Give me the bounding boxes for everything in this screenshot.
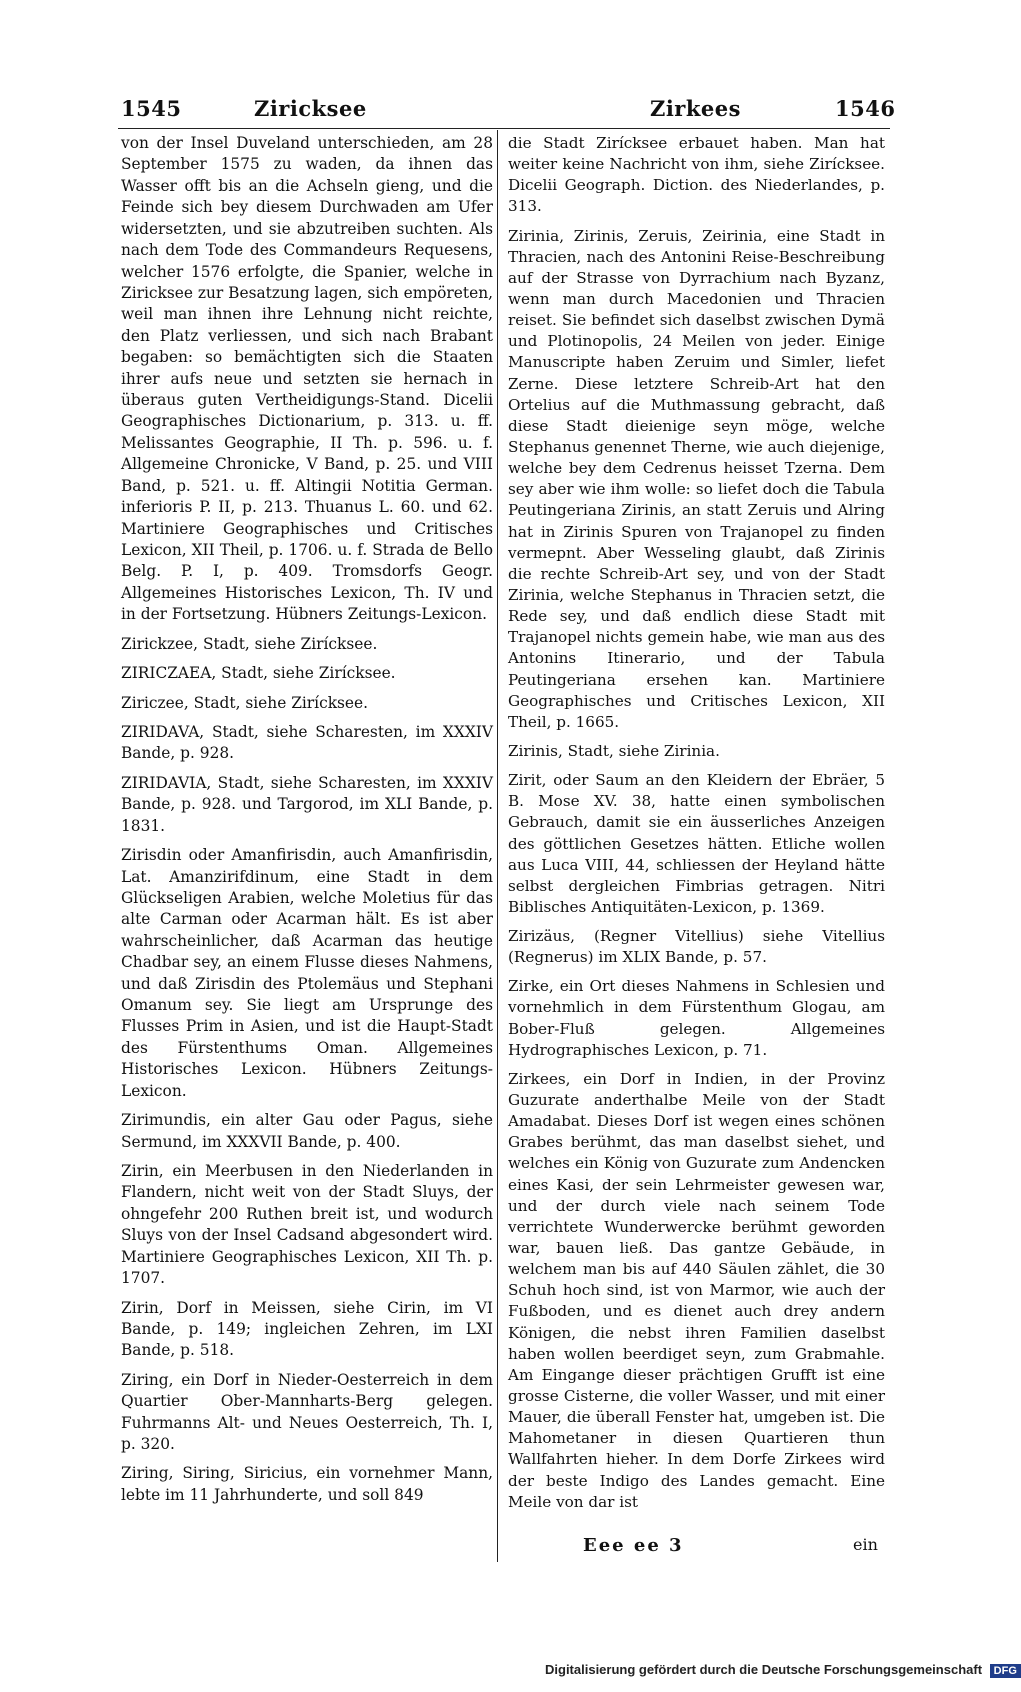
paragraph: Zirisdin oder Amanfirisdin, auch Amanfirisdin, Lat. Amanzirifdinum, eine Stadt in dem Glückseligen Arabien, welche Moletius für das alte Carman oder Acarman hält. Es ist aber wahrscheinlicher, daß Acarman das heutige Chadbar sey, an einem Flusse dieses Nahmens, und daß Zirisdin des Ptolemäus und Stephani Omanum sey. Sie liegt am Ursprunge des Flusses Prim in Asien, und ist die Haupt-Stadt des Fürstenthums Oman. Allgemeines Historisches Lexicon. Hübners Zeitungs-Lexicon. [121, 846, 493, 1100]
paragraph: Zirkees, ein Dorf in Indien, in der Provinz Guzurate anderthalbe Meile von der Stadt Amadabat. Dieses Dorf ist wegen eines schönen Grabes berühmt, das man daselbst siehet, und welches ein König von Guzurate zum Andencken eines Kasi, der sein Lehrmeister gewesen war, und der durch viele nach seinem Tode verrichtete Wunderwercke berühmt geworden war, bauen ließ. Das gantze Gebäude, in welchem man bis auf 440 Säulen zählet, die 30 Schuh hoch sind, ist von Marmor, wie auch der Fußboden, und es dienet auch drey andern Königen, die nebst ihren Familien daselbst haben wollen beerdiget seyn, zum Grabmahle. Am Eingange dieser prächtigen Grufft ist eine grosse Cisterne, die voller Wasser, und mit einer Mauer, die überall Fenster hat, umgeben ist. Die Mahometaner in diesen Quartieren thun Wallfahrten hieher. In dem Dorfe Zirkees wird der beste Indigo des Landes gemacht. Eine Meile von dar ist [508, 1069, 885, 1511]
paragraph: Zirinis, Stadt, siehe Zirinia. [508, 741, 720, 760]
paragraph: Ziring, ein Dorf in Nieder-Oesterreich in dem Quartier Ober-Mannharts-Berg gelegen. Fuhrmanns Alt- und Neues Oesterreich, Th. I, p. 320. [121, 1370, 493, 1454]
catchword: ein [853, 1535, 878, 1554]
paragraph: Ziring, Siring, Siricius, ein vornehmer Mann, lebte im 11 Jahrhunderte, und soll 849 [121, 1464, 493, 1504]
digitization-footer [545, 1662, 1017, 1678]
right-running-head: Zirkees [650, 96, 741, 121]
paragraph: Zirin, Dorf in Meissen, siehe Cirin, im VI Bande, p. 149; ingleichen Zehren, im LXI Bande, p. 518. [121, 1298, 493, 1360]
paragraph: Ziriczee, Stadt, siehe Zirícksee. [121, 693, 369, 712]
paragraph: ZIRIDAVA, Stadt, siehe Scharesten, im XXXIV Bande, p. 928. [121, 722, 493, 763]
paragraph: Zirin, ein Meerbusen in den Niederlanden in Flandern, nicht weit von der Stadt Sluys, der ohngefehr 200 Ruthen breit ist, und wodurch Sluys von der Insel Cadsand abgesondert wird. Martiniere Geographisches Lexicon, XII Th. p. 1707. [121, 1161, 493, 1288]
printer-signature: Eee ee 3 [583, 1535, 684, 1556]
footer-text: Digitalisierung gefördert durch die Deutsche Forschungsgemeinschaft [545, 1662, 983, 1677]
paragraph: die Stadt Zirícksee erbauet haben. Man hat weiter keine Nachricht von ihm, siehe Zirícksee. Dicelii Geograph. Diction. des Niederlandes, p. 313. [508, 134, 885, 216]
column-divider [497, 130, 498, 1562]
paragraph: von der Insel Duveland unterschieden, am 28 September 1575 zu waden, da ihnen das Wasser offt bis an die Achseln gieng, und die Feinde sich bey diesem Durchwaden am Ufer widersetzten, und sie abzutreiben suchten. Als nach dem Tode des Commandeurs Requesens, welcher 1576 erfolgte, die Spanier, welche in Ziricksee zur Besatzung lagen, sich empöreten, weil man ihnen ihre Lehnung nicht reichte, den Platz verliessen, und sich nach Brabant begaben: so bemächtigten sich die Staaten ihrer aufs neue und setzten sie hernach in überaus guten Vertheidigungs-Stand. Dicelii Geographisches Dictionarium, p. 313. u. ff. Melissantes Geographie, II Th. p. 596. u. f. Allgemeine Chronicke, V Band, p. 25. und VIII Band, p. 521. u. ff. Altingii Notitia German. inferioris P. II, p. 213. Thuanus L. 60. und 62. Martiniere Geographisches und Critisches Lexicon, XII Theil, p. 1706. u. f. Strada de Bello Belg. P. I, p. 409. Tromsdorfs Geogr. Allgemeines Historisches Lexicon, Th. IV und in der Fortsetzung. Hübners Zeitungs-Lexicon. [121, 134, 493, 624]
dfg-logo: DFG [990, 1664, 1021, 1678]
paragraph: ZIRIDAVIA, Stadt, siehe Scharesten, im XXXIV Bande, p. 928. und Targorod, im XLI Bande, p. 1831. [121, 773, 493, 835]
left-page-number: 1545 [121, 96, 182, 121]
right-page-number: 1546 [835, 96, 896, 121]
left-column [121, 133, 493, 1514]
paragraph: Zirke, ein Ort dieses Nahmens in Schlesien und vornehmlich in dem Fürstenthum Glogau, am Bober-Fluß gelegen. Allgemeines Hydrographisches Lexicon, p. 71. [508, 977, 885, 1059]
paragraph: Zirinia, Zirinis, Zeruis, Zeirinia, eine Stadt in Thracien, nach des Antonini Reise-Beschreibung auf der Strasse von Dyrrachium nach Byzanz, wenn man durch Macedonien und Thracien reiset. Sie befindet sich daselbst zwischen Dymä und Plotinopolis, 24 Meilen von jeder. Einige Manuscripte haben Zeruim und Simler, liefet Zerne. Diese letztere Schreib-Art hat den Ortelius auf die Muthmassung gebracht, daß diese Stadt dieienige seyn möge, welche Stephanus genennet Therne, wie auch diejenige, welche bey dem Cedrenus heisset Tzerna. Dem sey aber wie ihm wolle: so liefet doch die Tabula Peutingeriana Zirinis, an statt Zeruis und Alring hat in Zirinis Spuren von Trajanopel zu finden vermepnt. Aber Wesseling glaubt, daß Zirinis die rechte Schreib-Art sey, und von der Stadt Zirinia, welche Stephanus in Thracien setzt, die Rede sey, und daß endlich diese Stadt mit Trajanopel nichts gemein habe, wie man aus des Antonins Itinerario, und der Tabula Peutingeriana ersehen kan. Martiniere Geographisches und Critisches Lexicon, XII Theil, p. 1665. [508, 226, 885, 731]
left-running-head: Ziricksee [254, 96, 367, 121]
paragraph: ZIRICZAEA, Stadt, siehe Zirícksee. [121, 664, 396, 683]
paragraph: Zirimundis, ein alter Gau oder Pagus, siehe Sermund, im XXXVII Bande, p. 400. [121, 1111, 493, 1151]
right-column [508, 133, 885, 1521]
paragraph: Zirizäus, (Regner Vitellius) siehe Vitellius (Regnerus) im XLIX Bande, p. 57. [508, 927, 885, 967]
paragraph: Zirickzee, Stadt, siehe Zirícksee. [121, 634, 378, 653]
paragraph: Zirit, oder Saum an den Kleidern der Ebräer, 5 B. Mose XV. 38, hatte einen symbolischen Gebrauch, damit sie ein äusserliches Anzeigen des göttlichen Gesetzes hätten. Etliche wollen aus Luca VIII, 44, schliessen der Heyland hätte selbst dergleichen Fimbrias getragen. Nitri Biblisches Antiquitäten-Lexicon, p. 1369. [508, 771, 885, 916]
header-rule [118, 128, 890, 129]
